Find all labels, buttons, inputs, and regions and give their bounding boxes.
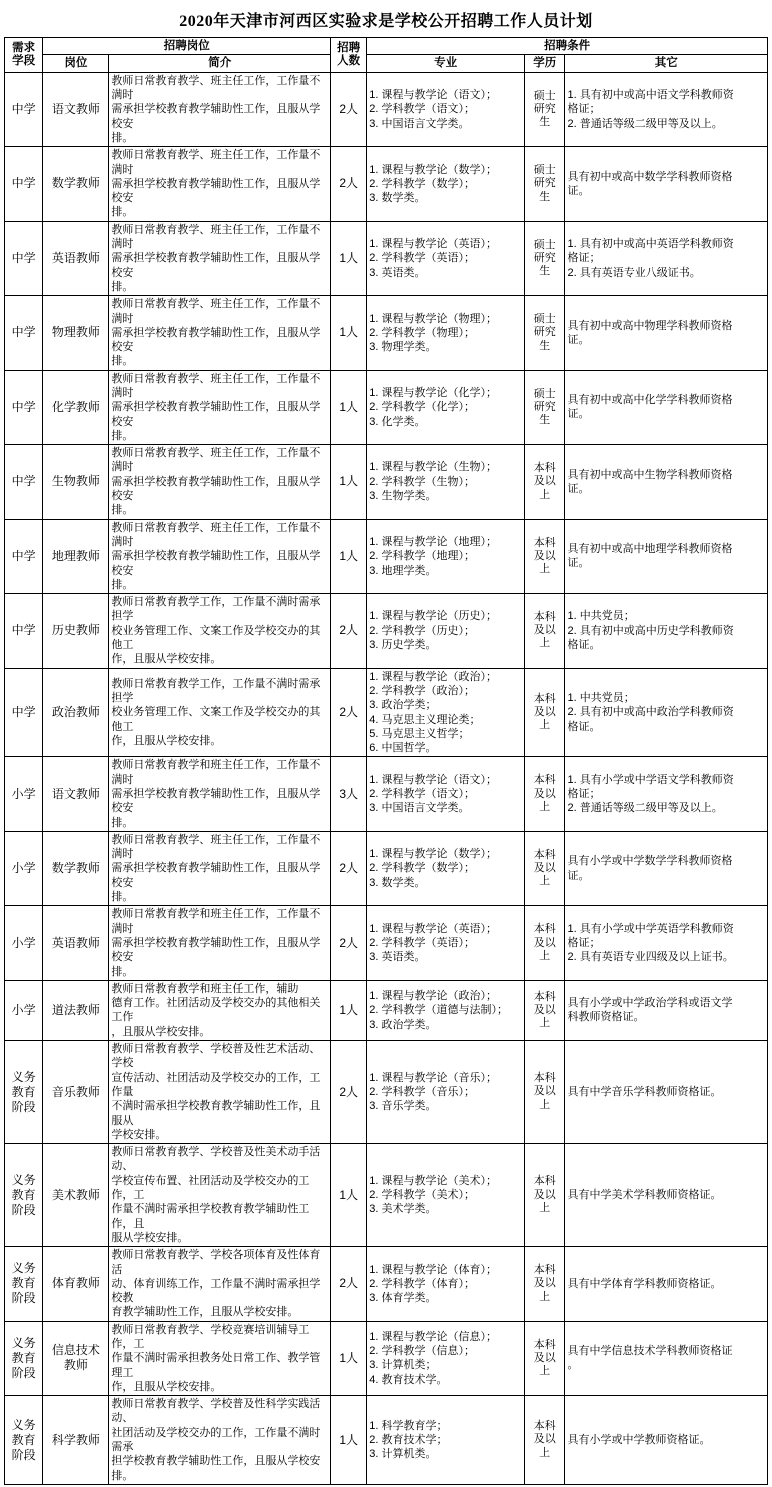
cell-post-text: 音乐教师 — [51, 1084, 100, 1099]
cell-post — [43, 1041, 109, 1144]
cell-post-text: 体育教师 — [51, 1276, 100, 1291]
column-header-post: 岗位 — [43, 55, 109, 72]
cell-major-text: 1. 课程与教学论（物理）； 2. 学科教学（物理）； 3. 物理学类。 — [369, 312, 498, 354]
cell-education — [524, 296, 564, 370]
cell-need-text: 义务 教育 阶段 — [11, 1261, 36, 1306]
cell-other-text: 具有小学或中学数学学科教师资格 证。 — [567, 855, 733, 882]
cell-other-text: 1. 具有小学或中学英语学科教师资 格证； 2. 具有英语专业四级及以上证书。 — [567, 922, 734, 964]
cell-education-text: 本科 及以 上 — [533, 462, 556, 501]
column-header-recruit-post-group: 招聘岗位 — [43, 38, 331, 55]
cell-desc-text: 教师日常教育教学、班主任工作，工作量不满时 需承担学校教育教学辅助性工作，且服从学校安 排。 — [111, 74, 321, 144]
cell-other — [565, 519, 768, 593]
cell-other — [565, 221, 768, 295]
cell-need-text: 中学 — [11, 548, 36, 563]
cell-need — [5, 221, 43, 295]
column-header-conditions-group: 招聘条件 — [367, 38, 768, 55]
table-body — [5, 72, 768, 1484]
cell-education — [524, 370, 564, 444]
recruitment-plan-table — [4, 37, 768, 1485]
cell-need — [5, 370, 43, 444]
cell-other — [565, 831, 768, 905]
cell-post-text: 历史教师 — [51, 623, 100, 638]
cell-other — [565, 980, 768, 1040]
cell-education — [524, 980, 564, 1040]
cell-desc — [109, 906, 331, 980]
cell-need — [5, 445, 43, 519]
cell-major-text: 1. 课程与教学论（历史）； 2. 学科教学（历史）； 3. 历史学类。 — [369, 610, 498, 652]
cell-other-text: 具有初中或高中化学学科教师资格 证。 — [567, 394, 733, 421]
cell-desc-text: 教师日常教育教学、班主任工作，工作量不满时 需承担学校教育教学辅助性工作，且服从学校安 排。 — [111, 833, 321, 904]
cell-other — [565, 1321, 768, 1395]
cell-post — [43, 1321, 109, 1395]
cell-need — [5, 1144, 43, 1247]
need-head-line1: 需求 — [12, 41, 36, 54]
cell-education — [524, 147, 564, 221]
cell-major — [367, 296, 525, 370]
cell-number — [331, 831, 367, 905]
cell-number — [331, 1041, 367, 1144]
cell-post-text: 语文教师 — [51, 101, 100, 116]
cell-desc — [109, 1144, 331, 1247]
cell-major — [367, 668, 525, 757]
cell-other-text: 具有初中或高中地理学科教师资格 证。 — [567, 543, 733, 570]
column-header-desc: 简介 — [109, 55, 331, 72]
cell-desc — [109, 445, 331, 519]
cell-major — [367, 980, 525, 1040]
cell-number — [331, 1321, 367, 1395]
cell-number — [331, 221, 367, 295]
cell-other-text: 具有初中或高中生物学科教师资格 证。 — [567, 468, 733, 495]
cell-desc — [109, 296, 331, 370]
cell-education-text: 硕士 研究 生 — [533, 238, 556, 278]
cell-major — [367, 221, 525, 295]
cell-education-text: 本科 及以 上 — [533, 692, 556, 732]
table-row — [5, 296, 768, 370]
cell-number — [331, 906, 367, 980]
cell-number-text: 2人 — [339, 935, 359, 950]
cell-other-text: 1. 具有初中或高中英语学科教师资 格证； 2. 具有英语专业八级证书。 — [567, 238, 734, 279]
cell-other — [565, 296, 768, 370]
cell-post — [43, 147, 109, 221]
cell-number-text: 1人 — [339, 250, 359, 265]
cell-major — [367, 906, 525, 980]
cell-major-text: 1. 课程与教学论（政治）； 2. 学科教学（政治）； 3. 政治学类； 4. 马克思主义理论类； 5. 马克思主义哲学； 6. 中国哲学。 — [369, 670, 498, 755]
cell-major — [367, 147, 525, 221]
cell-desc — [109, 757, 331, 831]
cell-desc — [109, 370, 331, 444]
cell-need-text: 小学 — [11, 1002, 36, 1017]
cell-desc-text: 教师日常教育教学、班主任工作，工作量不满时 需承担学校教育教学辅助性工作，且服从学校安 排。 — [111, 521, 321, 591]
cell-major — [367, 831, 525, 905]
cell-post-text: 生物教师 — [51, 474, 100, 489]
cell-major-text: 1. 课程与教学论（音乐）； 2. 学科教学（音乐）； 3. 音乐学类。 — [369, 1071, 498, 1113]
cell-desc-text: 教师日常教育教学、学校各项体育及性体育活 动、体育训练工作，工作量不满时需承担学校教 育教学辅助性工作，且服从学校安排。 — [111, 1249, 321, 1319]
cell-number-text: 1人 — [339, 548, 359, 563]
cell-major — [367, 594, 525, 668]
cell-major-text: 1. 课程与教学论（语文）； 2. 学科教学（语文）； 3. 中国语言文学类。 — [369, 89, 498, 130]
cell-number-text: 2人 — [339, 1276, 359, 1291]
cell-other-text: 具有小学或中学政治学科或语文学 科教师资格证。 — [567, 997, 733, 1024]
table-row — [5, 980, 768, 1040]
cell-post — [43, 1247, 109, 1321]
cell-desc-text: 教师日常教育教学、学校普及性艺术活动、学校 宣传活动、社团活动及学校交办的工作，工作量 不满时需承担学校教育教学辅助性工作，且服从 学校安排。 — [111, 1043, 321, 1141]
cell-number-text: 2人 — [339, 861, 359, 876]
cell-desc — [109, 1247, 331, 1321]
cell-other — [565, 1396, 768, 1485]
cell-need — [5, 906, 43, 980]
cell-post — [43, 445, 109, 519]
column-header-education: 学历 — [524, 55, 564, 72]
cell-post-text: 道法教师 — [51, 1002, 100, 1017]
cell-post-text: 英语教师 — [51, 935, 100, 950]
cell-major-text: 1. 课程与教学论（化学）； 2. 学科教学（化学）； 3. 化学类。 — [369, 386, 498, 428]
cell-desc-text: 教师日常教育教学、班主任工作，工作量不满时 需承担学校教育教学辅助性工作，且服从学校安 排。 — [111, 298, 321, 368]
cell-other — [565, 445, 768, 519]
cell-desc-text: 教师日常教育教学、学校普及性美术动手活动、 学校宣传布置、社团活动及学校交办的工作，工 作量不满时需承担学校教育教学辅助性工作，且 服从学校安排。 — [111, 1146, 321, 1244]
cell-need — [5, 1321, 43, 1395]
cell-education-text: 本科 及以 上 — [533, 1264, 556, 1303]
cell-education-text: 硕士 研究 生 — [533, 89, 556, 129]
cell-other — [565, 1041, 768, 1144]
cell-post-text: 化学教师 — [51, 399, 100, 414]
cell-need — [5, 757, 43, 831]
table-row — [5, 1396, 768, 1485]
cell-need-text: 中学 — [11, 176, 36, 191]
cell-need-text: 中学 — [11, 705, 36, 720]
cell-major-text: 1. 课程与教学论（数学）； 2. 学科教学（数学）； 3. 数学类。 — [369, 163, 498, 205]
table-row — [5, 72, 768, 146]
cell-need-text: 义务 教育 阶段 — [11, 1335, 36, 1380]
cell-post — [43, 980, 109, 1040]
cell-post — [43, 370, 109, 444]
cell-major-text: 1. 课程与教学论（信息）； 2. 学科教学（信息）； 3. 计算机类； 4. 教育技术学。 — [369, 1330, 498, 1386]
cell-major — [367, 370, 525, 444]
cell-education — [524, 519, 564, 593]
cell-education — [524, 445, 564, 519]
cell-number-text: 1人 — [339, 325, 359, 340]
cell-desc-text: 教师日常教育教学、班主任工作，工作量不满时 需承担学校教育教学辅助性工作，且服从学校安 排。 — [111, 149, 321, 219]
cell-education-text: 本科 及以 上 — [533, 1175, 556, 1214]
cell-education — [524, 906, 564, 980]
cell-education-text: 本科 及以 上 — [533, 536, 556, 575]
cell-need-text: 中学 — [11, 623, 36, 638]
cell-number-text: 1人 — [339, 474, 359, 489]
cell-need-text: 中学 — [11, 474, 36, 489]
cell-major-text: 1. 课程与教学论（美术）； 2. 学科教学（美术）； 3. 美术学类。 — [369, 1174, 498, 1216]
table-row — [5, 831, 768, 905]
table-row — [5, 519, 768, 593]
table-header — [5, 38, 768, 73]
column-header-need-school — [5, 38, 43, 73]
cell-number-text: 2人 — [339, 623, 359, 638]
cell-other-text: 1. 具有初中或高中语文学科教师资 格证； 2. 普通话等级二级甲等及以上。 — [567, 89, 734, 130]
cell-number-text: 1人 — [339, 1002, 359, 1017]
cell-post-text: 科学教师 — [51, 1432, 100, 1447]
cell-major — [367, 1041, 525, 1144]
cell-need — [5, 1396, 43, 1485]
cell-major — [367, 1144, 525, 1247]
cell-post — [43, 831, 109, 905]
cell-desc — [109, 1321, 331, 1395]
cell-need-text: 中学 — [11, 250, 36, 265]
cell-education-text: 本科 及以 上 — [533, 1420, 556, 1459]
cell-desc — [109, 519, 331, 593]
cell-education-text: 本科 及以 上 — [533, 848, 556, 888]
need-head-line2: 学段 — [12, 54, 36, 67]
cell-education — [524, 1041, 564, 1144]
cell-need — [5, 668, 43, 757]
cell-desc-text: 教师日常教育教学工作，工作量不满时需承担学 校业务管理工作、文案工作及学校交办的其他工 作，且服从学校安排。 — [111, 677, 321, 747]
cell-other — [565, 147, 768, 221]
cell-other — [565, 668, 768, 757]
cell-other-text: 具有中学信息技术学科教师资格证 。 — [567, 1345, 733, 1372]
cell-need — [5, 296, 43, 370]
cell-education-text: 本科 及以 上 — [533, 774, 556, 813]
cell-major-text: 1. 课程与教学论（体育）； 2. 学科教学（体育）； 3. 体育学类。 — [369, 1263, 498, 1305]
cell-number — [331, 668, 367, 757]
cell-need-text: 义务 教育 阶段 — [11, 1172, 36, 1217]
cell-other-text: 具有初中或高中数学学科教师资格 证。 — [567, 170, 733, 197]
cell-other — [565, 1144, 768, 1247]
cell-desc — [109, 72, 331, 146]
column-header-other: 其它 — [565, 55, 768, 72]
cell-post — [43, 296, 109, 370]
cell-desc — [109, 1041, 331, 1144]
cell-desc-text: 教师日常教育教学和班主任工作，辅助 德育工作。社团活动及学校交办的其他相关工作 ，且服从学校安排。 — [111, 982, 321, 1038]
cell-number — [331, 1144, 367, 1247]
cell-post-text: 物理教师 — [51, 325, 100, 340]
cell-need — [5, 147, 43, 221]
cell-post — [43, 668, 109, 757]
table-row — [5, 594, 768, 668]
cell-desc — [109, 980, 331, 1040]
cell-number-text: 2人 — [339, 101, 359, 116]
cell-number-text: 3人 — [339, 786, 359, 801]
cell-other-text: 具有中学音乐学科教师资格证。 — [567, 1085, 722, 1098]
cell-post-text: 政治教师 — [51, 705, 100, 720]
cell-major — [367, 757, 525, 831]
cell-desc-text: 教师日常教育教学和班主任工作，工作量不满时 需承担学校教育教学辅助性工作，且服从学校安 排。 — [111, 908, 321, 978]
cell-education-text: 硕士 研究 生 — [533, 164, 556, 203]
cell-other-text: 1. 具有小学或中学语文学科教师资 格证； 2. 普通话等级二级甲等及以上。 — [567, 773, 734, 815]
cell-other-text: 1. 中共党员； 2. 具有初中或高中政治学科教师资 格证。 — [567, 692, 734, 733]
cell-other-text: 具有中学美术学科教师资格证。 — [567, 1189, 722, 1202]
cell-desc — [109, 221, 331, 295]
cell-post — [43, 221, 109, 295]
cell-desc-text: 教师日常教育教学、学校竞赛培训辅导工作，工 作量不满时需承担教务处日常工作、教学管理工 作，且服从学校安排。 — [111, 1323, 321, 1393]
cell-number-text: 2人 — [339, 705, 359, 720]
cell-need — [5, 1041, 43, 1144]
cell-number-text: 1人 — [339, 399, 359, 414]
cell-major-text: 1. 课程与教学论（数学）； 2. 学科教学（数学）； 3. 数学类。 — [369, 848, 498, 889]
cell-number — [331, 147, 367, 221]
cell-number — [331, 72, 367, 146]
cell-need-text: 小学 — [11, 935, 36, 950]
table-row — [5, 147, 768, 221]
cell-need — [5, 519, 43, 593]
cell-major — [367, 72, 525, 146]
cell-major-text: 1. 科学教育学； 2. 教育技术学； 3. 计算机类。 — [369, 1419, 448, 1461]
cell-education-text: 本科 及以 上 — [533, 611, 556, 650]
cell-major — [367, 445, 525, 519]
table-row — [5, 906, 768, 980]
cell-post-text: 数学教师 — [51, 861, 100, 876]
page-title: 2020年天津市河西区实验求是学校公开招聘工作人员计划 — [179, 13, 593, 30]
table-header-row-1 — [5, 38, 768, 55]
cell-post-text: 信息技术 教师 — [51, 1343, 100, 1373]
cell-need — [5, 72, 43, 146]
cell-post — [43, 72, 109, 146]
cell-education — [524, 1321, 564, 1395]
cell-post — [43, 594, 109, 668]
column-header-major: 专业 — [367, 55, 525, 72]
cell-major — [367, 519, 525, 593]
cell-number — [331, 980, 367, 1040]
cell-need-text: 中学 — [11, 325, 36, 340]
cell-other — [565, 370, 768, 444]
cell-other-text: 具有小学或中学教师资格证。 — [567, 1433, 711, 1446]
cell-number — [331, 594, 367, 668]
cell-post-text: 地理教师 — [51, 548, 100, 563]
table-row — [5, 668, 768, 757]
table-row — [5, 1041, 768, 1144]
cell-number-text: 2人 — [339, 1084, 359, 1099]
cell-need-text: 小学 — [11, 861, 36, 876]
cell-post-text: 美术教师 — [51, 1187, 100, 1202]
cell-other — [565, 72, 768, 146]
cell-number — [331, 296, 367, 370]
cell-need — [5, 1247, 43, 1321]
cell-major-text: 1. 课程与教学论（英语）； 2. 学科教学（英语）； 3. 英语类。 — [369, 922, 498, 964]
cell-number — [331, 1396, 367, 1485]
cell-education-text: 硕士 研究 生 — [533, 387, 556, 427]
cell-number-text: 1人 — [339, 1187, 359, 1202]
cell-need-text: 中学 — [11, 101, 36, 116]
cell-education — [524, 757, 564, 831]
cell-need-text: 义务 教育 阶段 — [11, 1069, 36, 1114]
cell-post-text: 语文教师 — [51, 786, 100, 801]
cell-education — [524, 72, 564, 146]
cell-education — [524, 1247, 564, 1321]
cell-major — [367, 1321, 525, 1395]
cell-other — [565, 906, 768, 980]
cell-desc — [109, 668, 331, 757]
cell-education — [524, 1144, 564, 1247]
cell-major-text: 1. 课程与教学论（政治）； 2. 学科教学（道德与法制）； 3. 政治学类。 — [369, 990, 509, 1031]
num-head-line1: 招聘 — [337, 41, 361, 54]
cell-post — [43, 519, 109, 593]
cell-need-text: 小学 — [11, 786, 36, 801]
cell-education-text: 硕士 研究 生 — [533, 313, 556, 352]
cell-number — [331, 1247, 367, 1321]
table-row — [5, 1144, 768, 1247]
cell-other — [565, 757, 768, 831]
cell-post — [43, 1144, 109, 1247]
table-row — [5, 1247, 768, 1321]
cell-desc-text: 教师日常教育教学、班主任工作，工作量不满时 需承担学校教育教学辅助性工作，且服从学校安 排。 — [111, 223, 321, 293]
cell-need — [5, 594, 43, 668]
cell-major-text: 1. 课程与教学论（地理）； 2. 学科教学（地理）； 3. 地理学类。 — [369, 535, 498, 577]
cell-need — [5, 831, 43, 905]
cell-post — [43, 906, 109, 980]
cell-number-text: 2人 — [339, 176, 359, 191]
cell-other — [565, 1247, 768, 1321]
table-header-row-2 — [5, 55, 768, 72]
cell-major — [367, 1247, 525, 1321]
cell-post — [43, 757, 109, 831]
cell-other-text: 1. 中共党员； 2. 具有初中或高中历史学科教师资 格证。 — [567, 610, 734, 652]
table-row — [5, 1321, 768, 1395]
cell-education — [524, 831, 564, 905]
cell-desc — [109, 147, 331, 221]
cell-desc — [109, 594, 331, 668]
cell-number — [331, 519, 367, 593]
cell-desc-text: 教师日常教育教学、班主任工作，工作量不满时 需承担学校教育教学辅助性工作，且服从学校安 排。 — [111, 372, 321, 442]
cell-education-text: 本科 及以 上 — [533, 923, 556, 962]
cell-number — [331, 445, 367, 519]
cell-education-text: 本科 及以 上 — [533, 990, 556, 1030]
cell-other-text: 具有初中或高中物理学科教师资格 证。 — [567, 319, 733, 346]
cell-education-text: 本科 及以 上 — [533, 1072, 556, 1111]
cell-number — [331, 370, 367, 444]
cell-desc-text: 教师日常教育教学工作，工作量不满时需承担学 校业务管理工作、文案工作及学校交办的其他工 作，且服从学校安排。 — [111, 596, 321, 666]
cell-number-text: 1人 — [339, 1432, 359, 1447]
cell-need-text: 义务 教育 阶段 — [11, 1417, 36, 1462]
cell-desc-text: 教师日常教育教学、学校普及性科学实践活动、 社团活动及学校交办的工作，工作量不满时需承 担学校教育教学辅助性工作，且服从学校安排。 — [111, 1398, 321, 1482]
cell-other — [565, 594, 768, 668]
cell-education — [524, 594, 564, 668]
cell-other-text: 具有中学体育学科教师资格证。 — [567, 1277, 722, 1290]
table-row — [5, 445, 768, 519]
column-header-number — [331, 38, 367, 73]
cell-desc — [109, 1396, 331, 1485]
cell-number — [331, 757, 367, 831]
table-row — [5, 370, 768, 444]
cell-major-text: 1. 课程与教学论（英语）； 2. 学科教学（英语）； 3. 英语类。 — [369, 238, 498, 279]
cell-education — [524, 1396, 564, 1485]
num-head-line2: 人数 — [337, 54, 361, 67]
cell-major-text: 1. 课程与教学论（生物）； 2. 学科教学（生物）； 3. 生物学类。 — [369, 461, 498, 503]
cell-desc — [109, 831, 331, 905]
cell-need-text: 中学 — [11, 399, 36, 414]
cell-number-text: 1人 — [339, 1350, 359, 1365]
cell-education — [524, 221, 564, 295]
cell-post — [43, 1396, 109, 1485]
cell-need — [5, 980, 43, 1040]
cell-education-text: 本科 及以 上 — [533, 1338, 556, 1378]
table-row — [5, 221, 768, 295]
cell-major — [367, 1396, 525, 1485]
table-row — [5, 757, 768, 831]
cell-post-text: 英语教师 — [51, 250, 100, 265]
cell-desc-text: 教师日常教育教学、班主任工作，工作量不满时 需承担学校教育教学辅助性工作，且服从学校安 排。 — [111, 447, 321, 517]
cell-major-text: 1. 课程与教学论（语文）； 2. 学科教学（语文）； 3. 中国语言文学类。 — [369, 773, 498, 815]
cell-desc-text: 教师日常教育教学和班主任工作，工作量不满时 需承担学校教育教学辅助性工作，且服从学校安 排。 — [111, 759, 321, 829]
cell-education — [524, 668, 564, 757]
cell-post-text: 数学教师 — [51, 176, 100, 191]
